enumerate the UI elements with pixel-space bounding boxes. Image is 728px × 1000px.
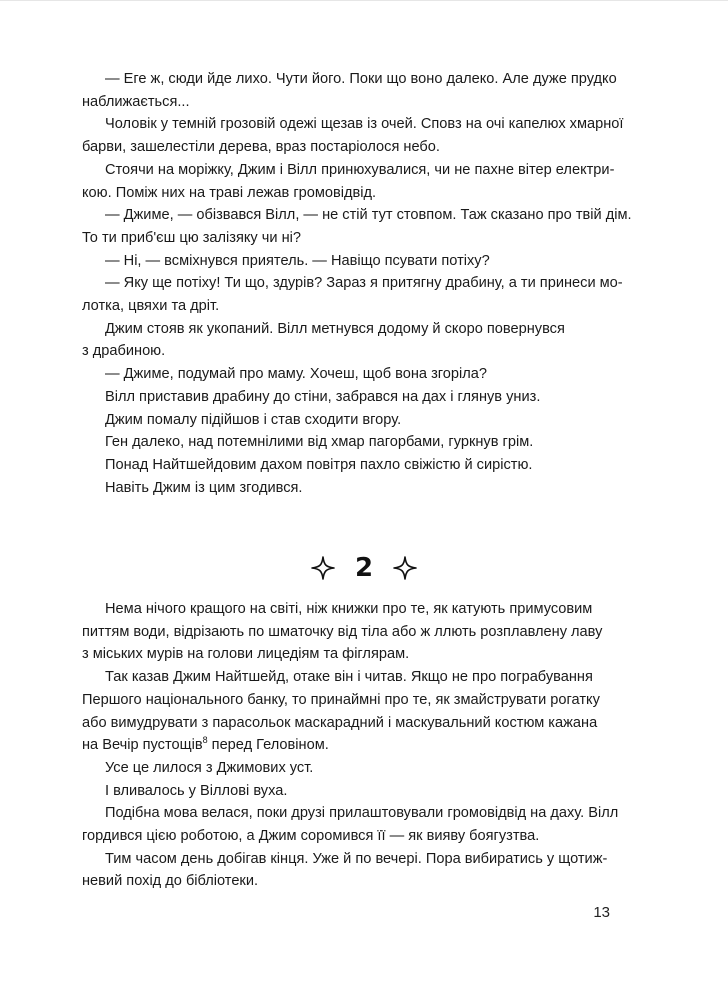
top-edge-rule bbox=[0, 0, 728, 1]
text-line: — Джиме, — обізвався Вілл, — не стій тут стовпом. Таж сказано про твій дім. bbox=[105, 207, 632, 224]
text-line: Так казав Джим Найтшейд, отаке він і читав. Якщо не про пограбування bbox=[105, 669, 593, 686]
text-line: — Джиме, подумай про маму. Хочеш, щоб вона згоріла? bbox=[105, 366, 488, 383]
text-line: Тим часом день добігав кінця. Уже й по вечері. Пора вибиратись у щотиж- bbox=[105, 850, 608, 867]
footnote-marker[interactable]: 8 bbox=[202, 735, 208, 746]
text-line: барви, зашелестіли дерева, враз постаріолося небо. bbox=[82, 139, 440, 156]
chapter-number: 2 bbox=[354, 553, 374, 583]
text-line: Джим помалу підійшов і став сходити вгору. bbox=[105, 411, 402, 428]
text-line: питтям води, відрізають по шматочку від тіла або ж ллють розплавлену лаву bbox=[82, 623, 603, 640]
text-line: гордився цією роботою, а Джим соромився її — як вияву боягузтва. bbox=[82, 828, 540, 845]
text-line: невий похід до бібліотеки. bbox=[82, 873, 259, 890]
text-line: Джим стояв як укопаний. Вілл метнувся додому й скоро повернувся bbox=[105, 320, 565, 337]
text-line: — Яку ще потіху! Ти що, здурів? Зараз я притягну драбину, а ти принеси мо- bbox=[105, 275, 623, 292]
text-line: Понад Найтшейдовим дахом повітря пахло свіжістю й сирістю. bbox=[105, 456, 533, 473]
star-ornament-left-icon bbox=[311, 556, 335, 580]
text-line: То ти приб'єш цю залізяку чи ні? bbox=[82, 229, 302, 246]
text-line: — Ні, — всміхнувся приятель. — Навіщо псувати потіху? bbox=[105, 252, 490, 269]
text-line: Подібна мова велася, поки друзі прилаштовували громовідвід на даху. Вілл bbox=[105, 805, 619, 822]
text-line: наближається... bbox=[82, 93, 190, 110]
text-line: з міських мурів на голови лицедіям та фіглярам. bbox=[82, 646, 410, 663]
text-line: Усе це лилося з Джимових уст. bbox=[105, 759, 314, 776]
text-line: з драбиною. bbox=[82, 343, 166, 360]
text-line: або вимудрувати з парасольок маскарадний і маскувальний костюм кажана bbox=[82, 714, 598, 731]
text-line: — Еге ж, сюди йде лихо. Чути його. Поки що воно далеко. Але дуже прудко bbox=[105, 71, 617, 87]
text-line: І вливалось у Віллові вуха. bbox=[105, 782, 288, 799]
chapter-heading bbox=[0, 548, 728, 588]
page-number: 13 bbox=[593, 904, 610, 921]
section-2-text bbox=[82, 598, 619, 893]
text-line: Стоячи на моріжку, Джим і Вілл принюхувалися, чи не пахне вітер електри- bbox=[105, 161, 615, 178]
text-line: Першого національного банку, то принаймні про те, як змайструвати рогатку bbox=[82, 691, 600, 708]
text-line: кою. Поміж них на траві лежав громовідвід. bbox=[82, 184, 377, 201]
star-ornament-right-icon bbox=[393, 556, 417, 580]
text-line: Нема нічого кращого на світі, ніж книжки про те, як катують примусовим bbox=[105, 601, 593, 617]
text-line: Вілл приставив драбину до стіни, забрався на дах і глянув униз. bbox=[105, 388, 541, 405]
text-line: Ген далеко, над потемнілими від хмар пагорбами, гуркнув грім. bbox=[105, 434, 534, 451]
text-line: на Вечір пустощів$^8$ перед Геловіном. bbox=[82, 735, 329, 754]
text-line: Чоловік у темній грозовій одежі щезав із очей. Сповз на очі капелюх хмарної bbox=[105, 116, 624, 133]
text-line: Навіть Джим із цим згодився. bbox=[105, 479, 303, 496]
text-line: лотка, цвяхи та дріт. bbox=[82, 298, 220, 315]
section-1-text bbox=[82, 68, 632, 499]
